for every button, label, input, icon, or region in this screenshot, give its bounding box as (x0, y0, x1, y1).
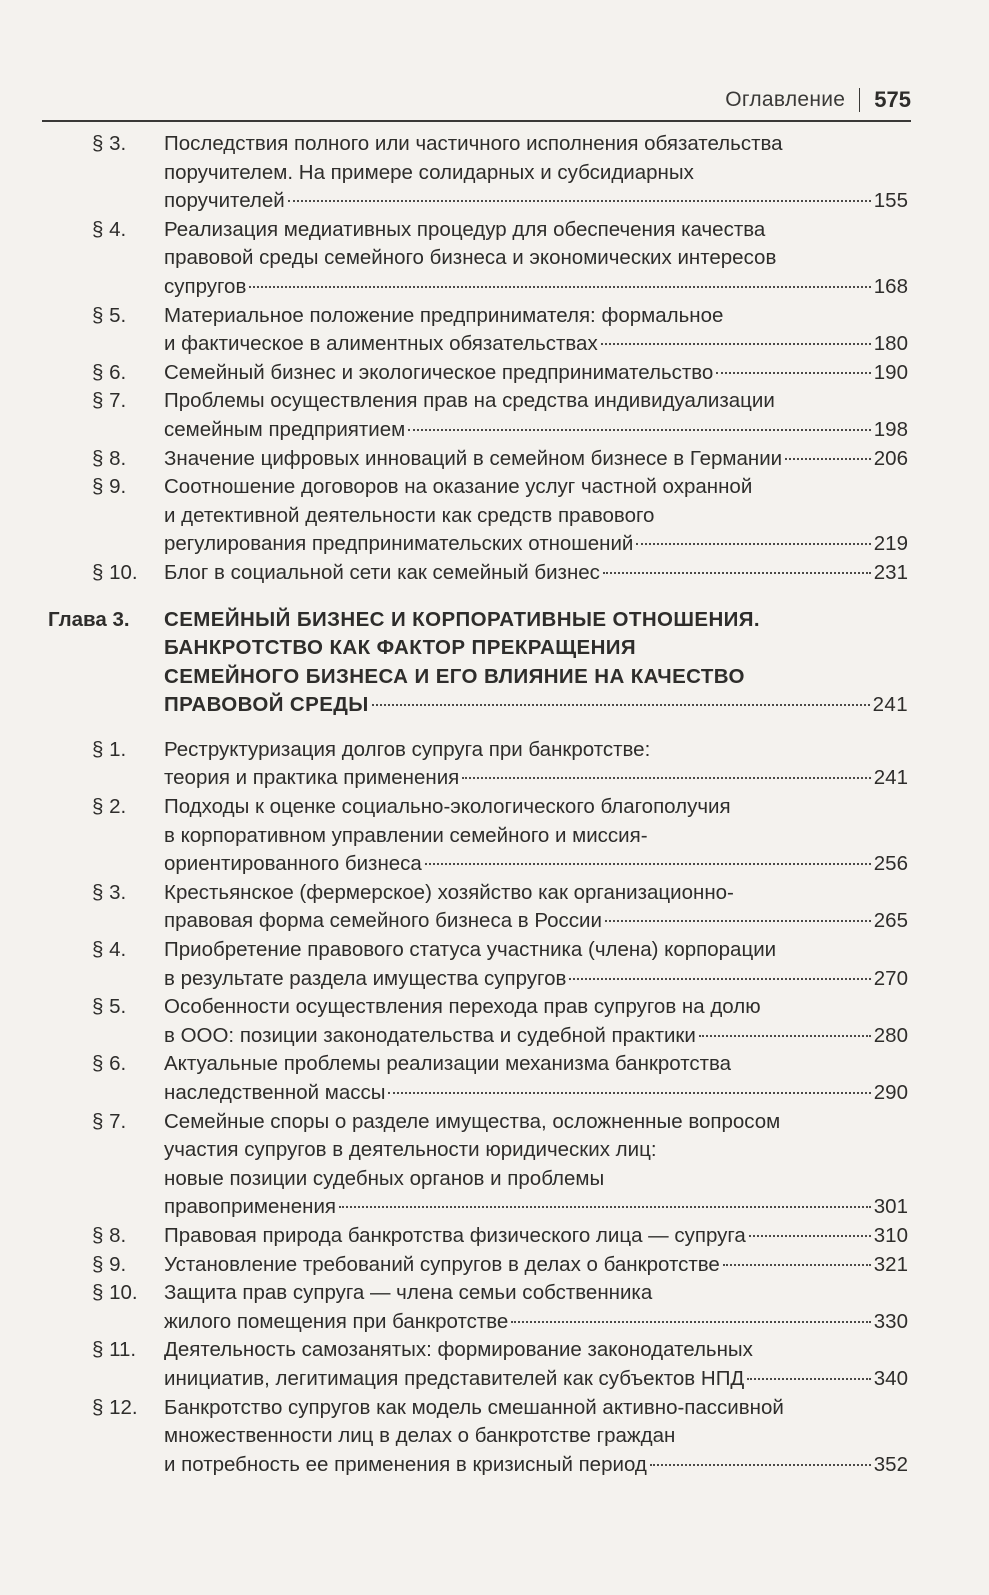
entry-title-line: Семейный бизнес и экологическое предпринимательство (164, 360, 714, 384)
entry-number: § 9. (92, 475, 127, 499)
entry-last-line (164, 1365, 908, 1394)
toc-entry (48, 1336, 908, 1393)
entry-title-line: ПРАВОВОЙ СРЕДЫ (164, 693, 369, 717)
toc-entry (48, 216, 908, 302)
entry-page-number: 290 (873, 1081, 908, 1104)
entry-last-line (164, 1022, 908, 1051)
entry-last-line (164, 764, 908, 793)
entry-title-line: ориентированного бизнеса (164, 852, 422, 876)
dot-leader (372, 704, 870, 706)
entry-title-line: Реализация медиативных процедур для обеспечения качества (164, 217, 766, 241)
entry-number: § 6. (92, 1052, 127, 1076)
entry-title-line: Правовая природа банкротства физического лица — супруга (164, 1223, 746, 1247)
toc-entry (48, 879, 908, 936)
entry-title-line: Последствия полного или частичного исполнения обязательства (164, 132, 783, 155)
entry-page-number: 330 (873, 1309, 908, 1333)
entry-title (164, 1336, 908, 1393)
entry-title-line: поручителем. На примере солидарных и субсидиарных (164, 160, 694, 184)
entry-page-number: 352 (873, 1452, 908, 1476)
entry-title-line: наследственной массы (164, 1081, 386, 1104)
entry-number: § 8. (92, 1223, 127, 1247)
toc-entry (48, 1394, 908, 1480)
entry-last-line (164, 1451, 908, 1480)
dot-leader (716, 372, 870, 374)
entry-title-line: и потребность ее применения в кризисный период (164, 1452, 647, 1476)
entry-title-line: Подходы к оценке социально-экологического благополучия (164, 795, 731, 819)
entry-last-line (164, 1193, 908, 1222)
entry-number: § 3. (92, 880, 127, 904)
entry-number: § 2. (92, 795, 127, 819)
dot-leader (650, 1464, 871, 1466)
entry-page-number: 301 (873, 1195, 908, 1219)
entry-page-number: 310 (873, 1223, 908, 1247)
entry-title-line: Реструктуризация долгов супруга при банкротстве: (164, 737, 651, 761)
entry-title-line: Значение цифровых инноваций в семейном бизнесе в Германии (164, 446, 783, 470)
entry-last-line (164, 416, 908, 445)
entry-page-number: 321 (873, 1252, 908, 1276)
dot-leader (749, 1235, 871, 1237)
entry-title (164, 606, 908, 720)
entry-title-line: семейным предприятием (164, 417, 406, 441)
entry-title-line: правоприменения (164, 1195, 337, 1219)
chapter-heading (48, 606, 908, 720)
toc-entry (48, 1050, 908, 1107)
toc-entry (48, 130, 908, 216)
entry-number: § 12. (92, 1395, 138, 1419)
entry-last-line (164, 1079, 908, 1108)
entry-title-line: правовой среды семейного бизнеса и экономических интересов (164, 246, 777, 270)
dot-leader (601, 343, 871, 345)
entry-title (164, 1251, 908, 1280)
toc-entry (48, 1251, 908, 1280)
entry-number: § 5. (92, 995, 127, 1019)
entry-last-line (164, 445, 908, 474)
entry-title-line: Установление требований супругов в делах о банкротстве (164, 1252, 720, 1276)
entry-page-number: 231 (873, 560, 908, 584)
page-number: 575 (874, 87, 911, 112)
toc-entry (48, 993, 908, 1050)
dot-leader (747, 1378, 870, 1380)
toc-entry (48, 736, 908, 793)
entry-title (164, 1222, 908, 1251)
toc-entry (48, 359, 908, 388)
entry-page-number: 270 (873, 966, 908, 990)
entry-title-line: СЕМЕЙНЫЙ БИЗНЕС И КОРПОРАТИВНЫЕ ОТНОШЕНИЯ. (164, 607, 761, 631)
toc-entry (48, 445, 908, 474)
entry-page-number: 206 (873, 446, 908, 470)
entry-last-line (164, 1308, 908, 1337)
entry-title-line: участия супругов в деятельности юридических лиц: (164, 1138, 657, 1162)
dot-leader (425, 863, 871, 865)
entry-number: § 3. (92, 132, 127, 155)
dot-leader (723, 1264, 871, 1266)
entry-number: § 4. (92, 938, 127, 962)
running-header-title: Оглавление (725, 88, 846, 111)
toc-entry (48, 473, 908, 559)
entry-last-line (164, 359, 908, 388)
entry-title (164, 216, 908, 302)
dot-leader (339, 1206, 871, 1208)
entry-title-line: БАНКРОТСТВО КАК ФАКТОР ПРЕКРАЩЕНИЯ (164, 636, 637, 660)
entry-title-line: Особенности осуществления перехода прав супругов на долю (164, 995, 761, 1019)
entry-last-line (164, 907, 908, 936)
entry-title (164, 559, 908, 588)
entry-title-line: правовая форма семейного бизнеса в России (164, 909, 602, 933)
entry-page-number: 256 (873, 852, 908, 876)
dot-leader (288, 200, 871, 202)
table-of-contents (48, 130, 908, 1479)
running-header (42, 80, 911, 122)
entry-title-line: Защита прав супруга — члена семьи собственника (164, 1281, 653, 1305)
entry-page-number: 168 (873, 274, 908, 298)
entry-last-line (164, 691, 908, 720)
entry-number: § 10. (92, 560, 138, 584)
entry-page-number: 219 (873, 532, 908, 556)
dot-leader (785, 458, 871, 460)
entry-title-line: Приобретение правового статуса участника (члена) корпорации (164, 938, 777, 962)
dot-leader (249, 286, 870, 288)
entry-title-line: и детективной деятельности как средств правового (164, 503, 655, 527)
dot-leader (603, 572, 871, 574)
entry-title (164, 993, 908, 1050)
entry-page-number: 265 (873, 909, 908, 933)
entry-title-line: Актуальные проблемы реализации механизма банкротства (164, 1052, 732, 1076)
dot-leader (462, 777, 871, 779)
entry-title-line: Банкротство супругов как модель смешанной активно-пассивной (164, 1395, 784, 1419)
toc-entry (48, 936, 908, 993)
entry-number: Глава 3. (48, 607, 130, 631)
entry-title-line: регулирования предпринимательских отношений (164, 532, 634, 556)
entry-last-line (164, 187, 908, 216)
toc-entry (48, 302, 908, 359)
entry-number: § 11. (92, 1338, 137, 1362)
entry-title-line: новые позиции судебных органов и проблемы (164, 1166, 605, 1190)
entry-number: § 5. (92, 303, 127, 327)
entry-number: § 4. (92, 217, 127, 241)
entry-page-number: 280 (873, 1023, 908, 1047)
toc-entry (48, 793, 908, 879)
entry-title-line: в корпоративном управлении семейного и миссия- (164, 823, 648, 847)
entry-title (164, 936, 908, 993)
entry-number: § 9. (92, 1252, 127, 1276)
entry-title (164, 359, 908, 388)
toc-entry (48, 387, 908, 444)
entry-title-line: и фактическое в алиментных обязательствах (164, 332, 598, 356)
entry-page-number: 340 (873, 1366, 908, 1390)
entry-title-line: жилого помещения при банкротстве (164, 1309, 509, 1333)
entry-page-number: 190 (873, 360, 908, 384)
entry-title-line: поручителей (164, 189, 285, 213)
entry-number: § 7. (92, 389, 127, 413)
entry-title (164, 302, 908, 359)
entry-last-line (164, 530, 908, 559)
entry-last-line (164, 559, 908, 588)
entry-title-line: Блог в социальной сети как семейный бизнес (164, 560, 600, 584)
entry-title (164, 1050, 908, 1107)
entry-title-line: в результате раздела имущества супругов (164, 966, 567, 990)
entry-title-line: супругов (164, 274, 247, 298)
entry-page-number: 155 (873, 189, 908, 213)
entry-last-line (164, 273, 908, 302)
dot-leader (511, 1321, 870, 1323)
entry-last-line (164, 850, 908, 879)
dot-leader (388, 1092, 870, 1094)
toc-entry (48, 1279, 908, 1336)
entry-title (164, 1108, 908, 1222)
entry-last-line (164, 330, 908, 359)
entry-title (164, 879, 908, 936)
entry-last-line (164, 1222, 908, 1251)
entry-title-line: СЕМЕЙНОГО БИЗНЕСА И ЕГО ВЛИЯНИЕ НА КАЧЕСТВО (164, 664, 745, 688)
entry-page-number: 180 (873, 332, 908, 356)
entry-title-line: инициатив, легитимация представителей как субъектов НПД (164, 1366, 745, 1390)
entry-last-line (164, 1251, 908, 1280)
toc-entry (48, 1108, 908, 1222)
entry-number: § 10. (92, 1281, 138, 1305)
entry-title (164, 736, 908, 793)
entry-title (164, 1394, 908, 1480)
dot-leader (699, 1035, 871, 1037)
entry-title-line: Крестьянское (фермерское) хозяйство как организационно- (164, 880, 734, 904)
entry-number: § 8. (92, 446, 127, 470)
dot-leader (636, 543, 870, 545)
dot-leader (605, 920, 871, 922)
entry-title-line: Деятельность самозанятых: формирование законодательных (164, 1338, 753, 1362)
entry-title-line: Семейные споры о разделе имущества, осложненные вопросом (164, 1109, 781, 1133)
entry-page-number: 198 (873, 417, 908, 441)
dot-leader (569, 978, 870, 980)
entry-title (164, 445, 908, 474)
entry-page-number: 241 (872, 693, 908, 717)
entry-page-number: 241 (873, 766, 908, 790)
entry-number: § 6. (92, 360, 127, 384)
entry-title-line: множественности лиц в делах о банкротстве граждан (164, 1424, 676, 1448)
entry-title-line: в ООО: позиции законодательства и судебной практики (164, 1023, 696, 1047)
toc-entry (48, 559, 908, 588)
entry-title-line: Материальное положение предпринимателя: формальное (164, 303, 724, 327)
entry-title (164, 473, 908, 559)
dot-leader (408, 429, 871, 431)
entry-title (164, 1279, 908, 1336)
entry-number: § 7. (92, 1109, 127, 1133)
entry-title-line: Проблемы осуществления прав на средства индивидуализации (164, 389, 775, 413)
entry-title-line: теория и практика применения (164, 766, 460, 790)
entry-last-line (164, 965, 908, 994)
entry-title (164, 793, 908, 879)
entry-title (164, 387, 908, 444)
entry-title-line: Соотношение договоров на оказание услуг частной охранной (164, 475, 753, 499)
toc-entry (48, 1222, 908, 1251)
entry-number: § 1. (92, 737, 127, 761)
entry-title (164, 130, 908, 216)
